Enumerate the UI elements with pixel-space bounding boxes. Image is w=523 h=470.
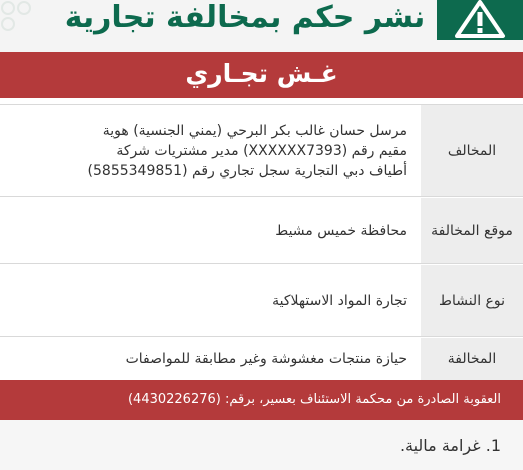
penalty-item-text: غرامة مالية. <box>399 436 481 455</box>
violator-line: أطياف دبي التجارية سجل تجاري رقم (5855349851) <box>87 162 407 179</box>
warning-badge <box>437 0 523 40</box>
row-label: موقع المخالفة <box>421 198 523 263</box>
row-value: حيازة منتجات مغشوشة وغير مطابقة للمواصفات <box>125 351 407 367</box>
violation-type-title: غـش تجـاري <box>185 59 338 88</box>
table-row <box>0 265 523 337</box>
page-title: نشر حكم بمخالفة تجارية <box>64 0 426 35</box>
penalty-section <box>0 380 523 470</box>
table-row <box>0 198 523 264</box>
violation-type-banner <box>0 52 523 98</box>
violator-line: مرسل حسان غالب بكر البرحي (يمني الجنسية) هوية <box>102 122 407 139</box>
table-row <box>0 338 523 381</box>
row-value: تجارة المواد الاستهلاكية <box>272 292 407 309</box>
row-value: محافظة خميس مشيط <box>275 222 407 239</box>
decorative-pattern-icon <box>0 0 40 40</box>
penalty-header <box>0 380 523 420</box>
violator-line: مقيم رقم (XXXXXX7393) مدير مشتريات شركة <box>116 142 407 159</box>
row-value <box>0 105 421 196</box>
table-row <box>0 105 523 197</box>
details-table <box>0 104 523 367</box>
penalty-title: العقوبة الصادرة من محكمة الاستئناف بعسير، برقم: (4430226276) <box>127 392 501 407</box>
penalty-item-number: 1. <box>485 436 501 455</box>
row-label: المخالف <box>421 105 523 196</box>
header <box>0 0 523 52</box>
row-label: نوع النشاط <box>421 265 523 336</box>
penalty-list <box>400 436 501 455</box>
row-label: المخالفة <box>421 338 523 380</box>
warning-icon <box>453 0 507 38</box>
